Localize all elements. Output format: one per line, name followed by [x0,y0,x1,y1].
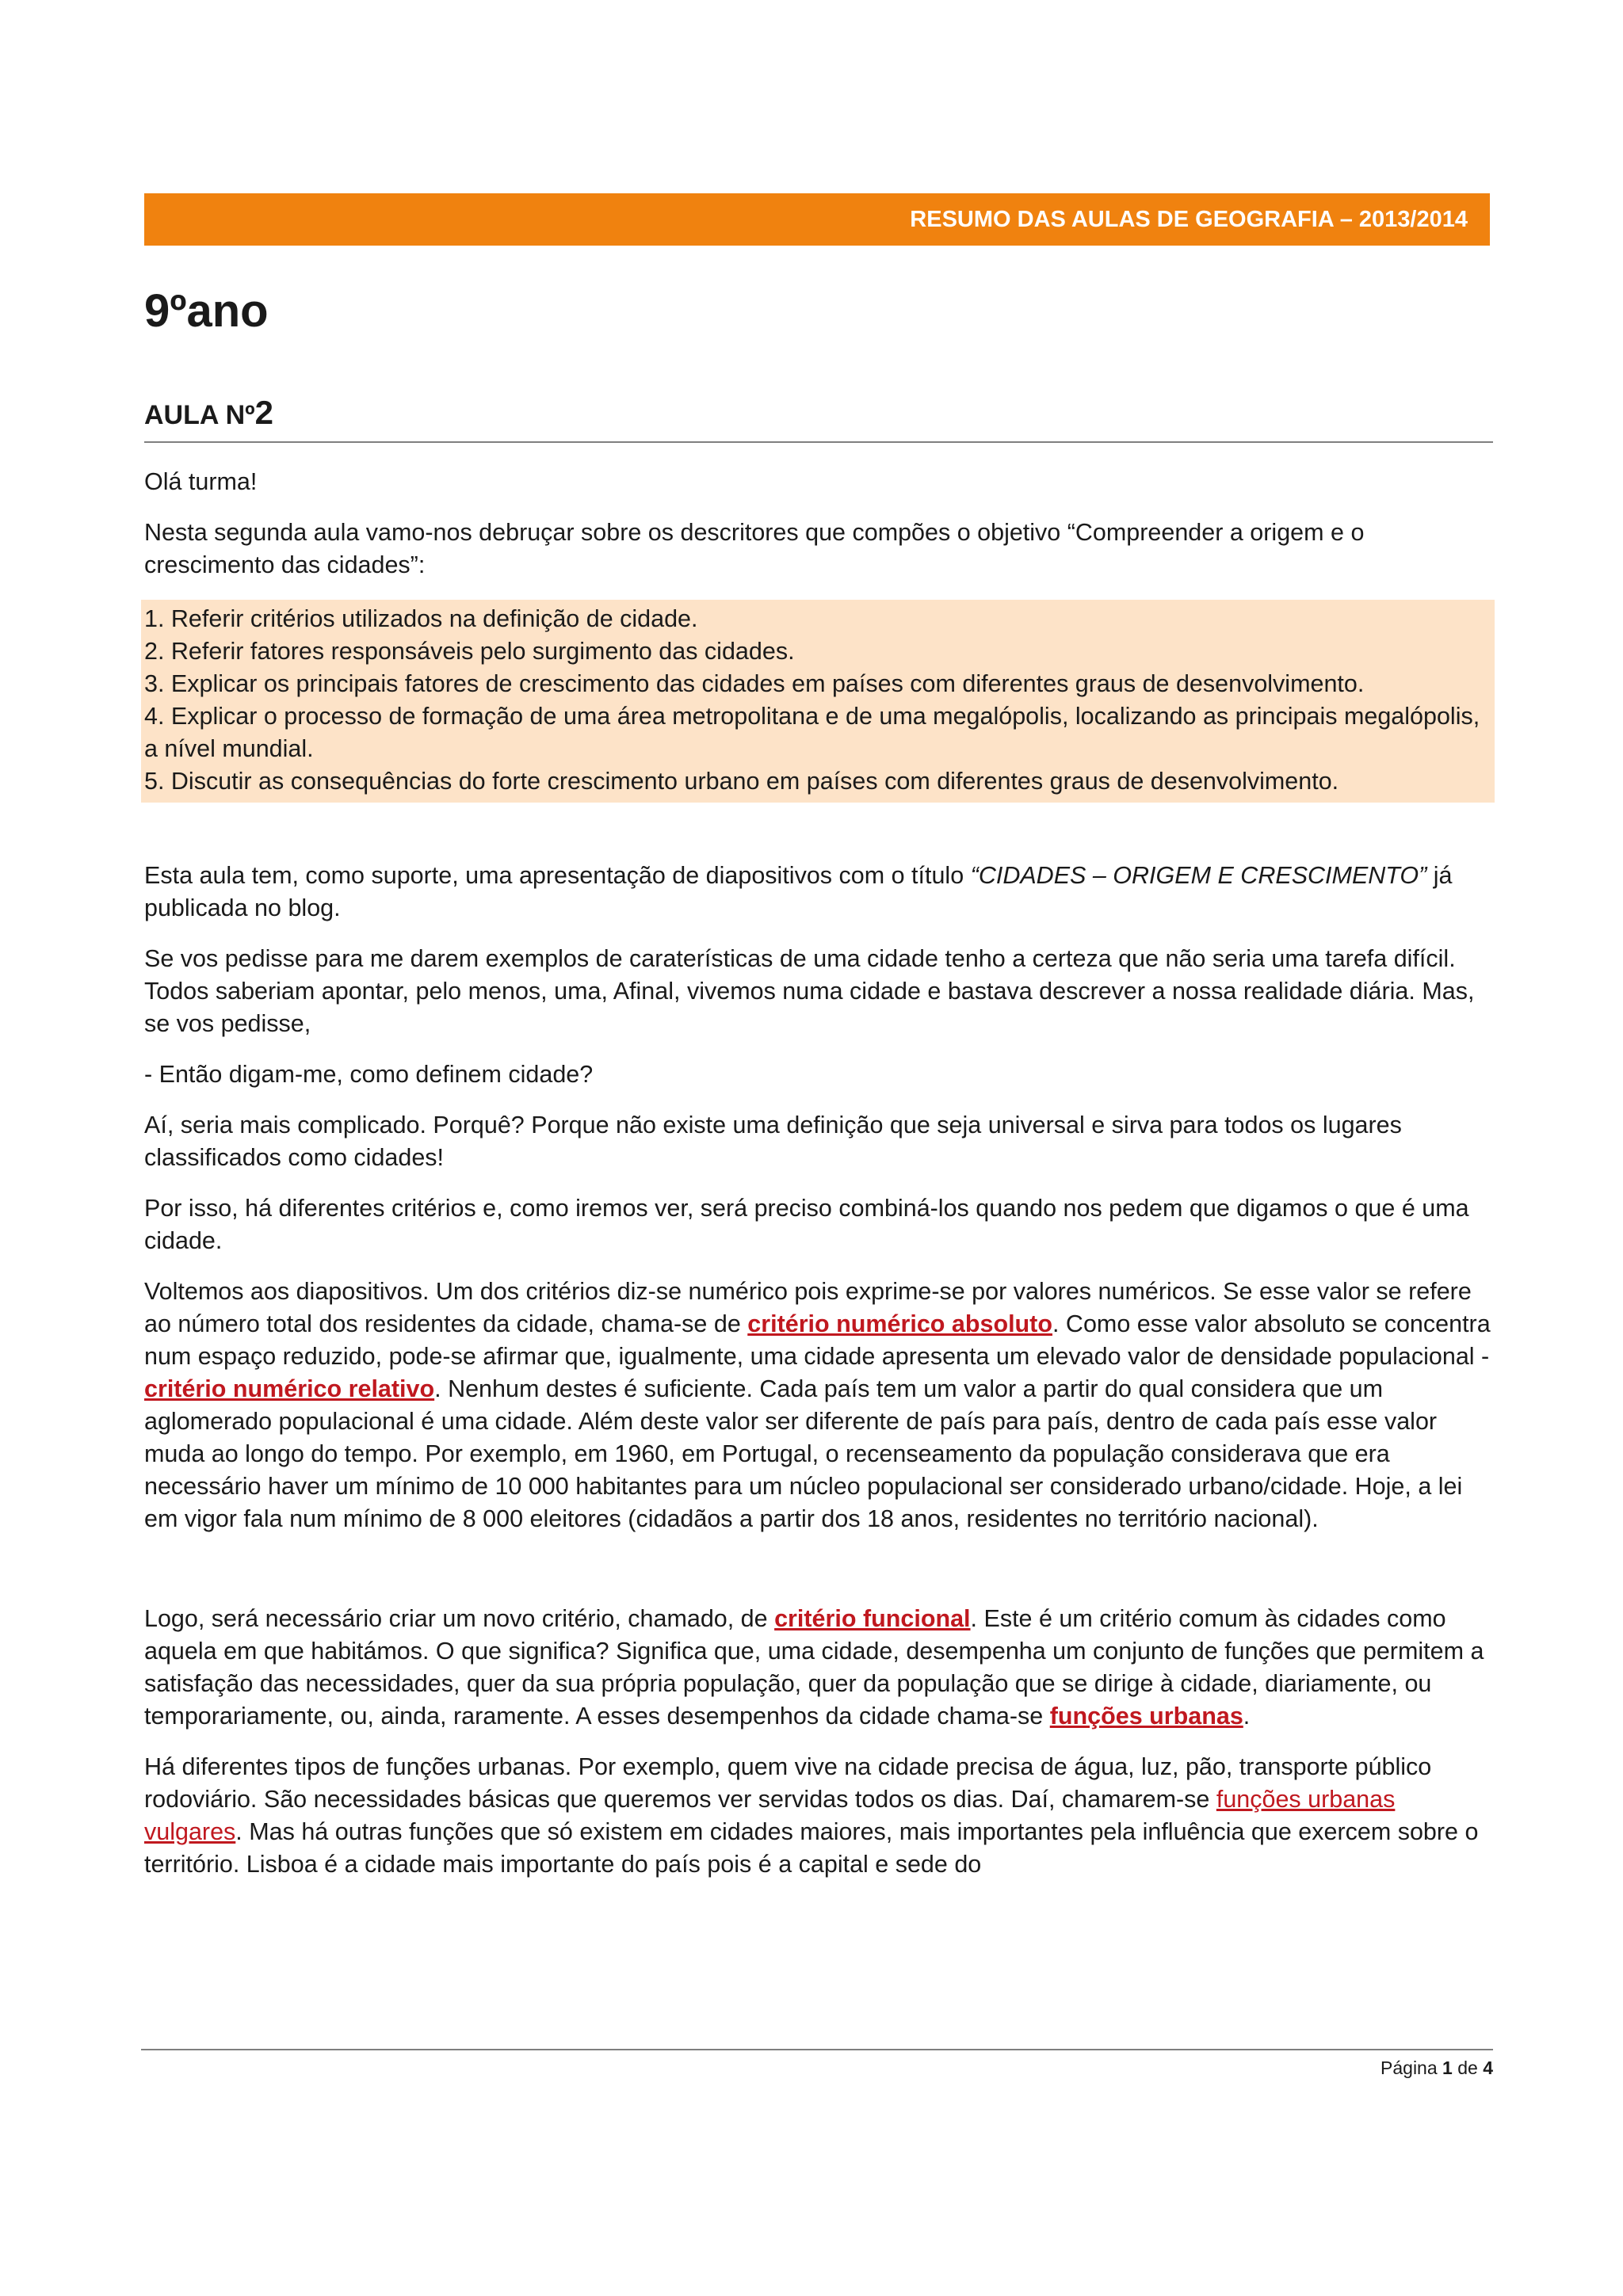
numeric-text-3: . Nenhum destes é suficiente. Cada país tem um valor a partir do qual considera que um aglomerado populacional é uma cidade. Além deste valor ser diferente de país para país, dentro de cada país esse valor muda ao longo do tempo. Por exemplo, em 1960, em Portugal, o recenseamento da população considerava que era necessário haver um mínimo de 10 000 habitantes para um núcleo populacional ser considerado urbano/cidade. Hoje, a lei em vigor fala num mínimo de 8 000 eleitores (cidadãos a partir dos 18 anos, residentes no território nacional). [144,1375,1463,1532]
footer-divider [141,2049,1493,2050]
term-common-urban-functions: funções urbanas vulgares [144,1786,1396,1845]
numeric-text-1: Voltemos aos diapositivos. Um dos critérios diz-se numérico pois exprime-se por valores numéricos. Se esse valor se refere ao número total dos residentes da cidade, chama-se de [144,1278,1472,1337]
lesson-label: AULA Nº [144,400,255,430]
lesson-number: 2 [254,394,273,431]
types-text-1: Há diferentes tipos de funções urbanas. Por exemplo, quem vive na cidade precisa de água, luz, pão, transporte público rodoviário. São necessidades básicas que queremos ver servidas todos os dias. Daí, chamarem-se [144,1753,1432,1813]
grade-title: 9ºano [144,285,269,337]
page-of: de [1457,2058,1478,2078]
function-types-paragraph [144,1751,1491,1881]
criteria-paragraph: Por isso, há diferentes critérios e, como iremos ver, será preciso combiná-los quando nos pedem que digamos o que é uma cidade. [144,1195,1469,1254]
intro-paragraph: Nesta segunda aula vamo-nos debruçar sobre os descritores que compões o objetivo “Compreender a origem e o crescimento das cidades”: [144,519,1365,578]
support-text-before: Esta aula tem, como suporte, uma apresentação de diapositivos com o título [144,862,971,889]
page-current: 1 [1442,2058,1453,2078]
title-divider [144,441,1493,443]
page-number [1381,2058,1493,2079]
objective-item: 3. Explicar os principais fatores de crescimento das cidades em países com diferentes graus de desenvolvimento. [144,670,1365,697]
objective-item: 1. Referir critérios utilizados na definição de cidade. [144,605,698,632]
header-banner-text: RESUMO DAS AULAS DE GEOGRAFIA – 2013/2014 [910,206,1468,232]
lesson-title [144,396,273,429]
paragraph-spacer [144,1554,1491,1603]
types-text-2: . Mas há outras funções que só existem em cidades maiores, mais importantes pela influência que exercem sobre o território. Lisboa é a cidade mais importante do país pois é a capital e sede do [144,1818,1479,1878]
numeric-text-2: . Como esse valor absoluto se concentra num espaço reduzido, pode-se afirmar que, igualmente, uma cidade apresenta um elevado valor de densidade populacional - [144,1310,1491,1370]
term-functional-criterion: critério funcional [774,1605,971,1632]
objective-item: 4. Explicar o processo de formação de uma área metropolitana e de uma megalópolis, localizando as principais megalópolis, a nível mundial. [144,703,1480,762]
page-total: 4 [1483,2058,1493,2078]
header-banner [144,193,1490,246]
page-label: Página [1381,2058,1438,2078]
question-paragraph: - Então digam-me, como definem cidade? [144,1061,594,1088]
greeting: Olá turma! [144,468,258,495]
term-urban-functions: funções urbanas [1049,1703,1243,1730]
term-relative-criterion: critério numérico relativo [144,1375,435,1402]
objective-item: 2. Referir fatores responsáveis pelo surgimento das cidades. [144,638,795,665]
examples-paragraph: Se vos pedisse para me darem exemplos de caraterísticas de uma cidade tenho a certeza que não seria uma tarefa difícil. Todos saberiam apontar, pelo menos, uma, Afinal, vivemos numa cidade e bastava descrever a nossa realidade diária. Mas, se vos pedisse, [144,945,1475,1037]
presentation-title: “CIDADES – ORIGEM E CRESCIMENTO” [970,862,1427,889]
functional-text-1: Logo, será necessário criar um novo critério, chamado, de [144,1605,775,1632]
support-paragraph [144,860,1491,925]
functional-criteria-paragraph [144,1603,1491,1733]
complicated-paragraph: Aí, seria mais complicado. Porquê? Porque não existe uma definição que seja universal e sirva para todos os lugares classificados como cidades! [144,1112,1402,1171]
term-absolute-criterion: critério numérico absoluto [747,1310,1052,1337]
functional-text-3: . [1243,1703,1251,1730]
functional-text-2: . Este é um critério comum às cidades como aquela em que habitámos. O que significa? Significa que, uma cidade, desempenha um conjunto de funções que permitem a satisfação das necessidades, quer da sua própria população, quer da população que se dirige à cidade, diariamente, ou temporariamente, ou, ainda, raramente. A esses desempenhos da cidade chama-se [144,1605,1484,1730]
numeric-criteria-paragraph [144,1276,1491,1535]
support-text-after: já publicada no blog. [144,862,1453,921]
objectives-list [141,600,1495,803]
document-body [144,466,1491,1899]
objective-item: 5. Discutir as consequências do forte crescimento urbano em países com diferentes graus de desenvolvimento. [144,768,1339,795]
